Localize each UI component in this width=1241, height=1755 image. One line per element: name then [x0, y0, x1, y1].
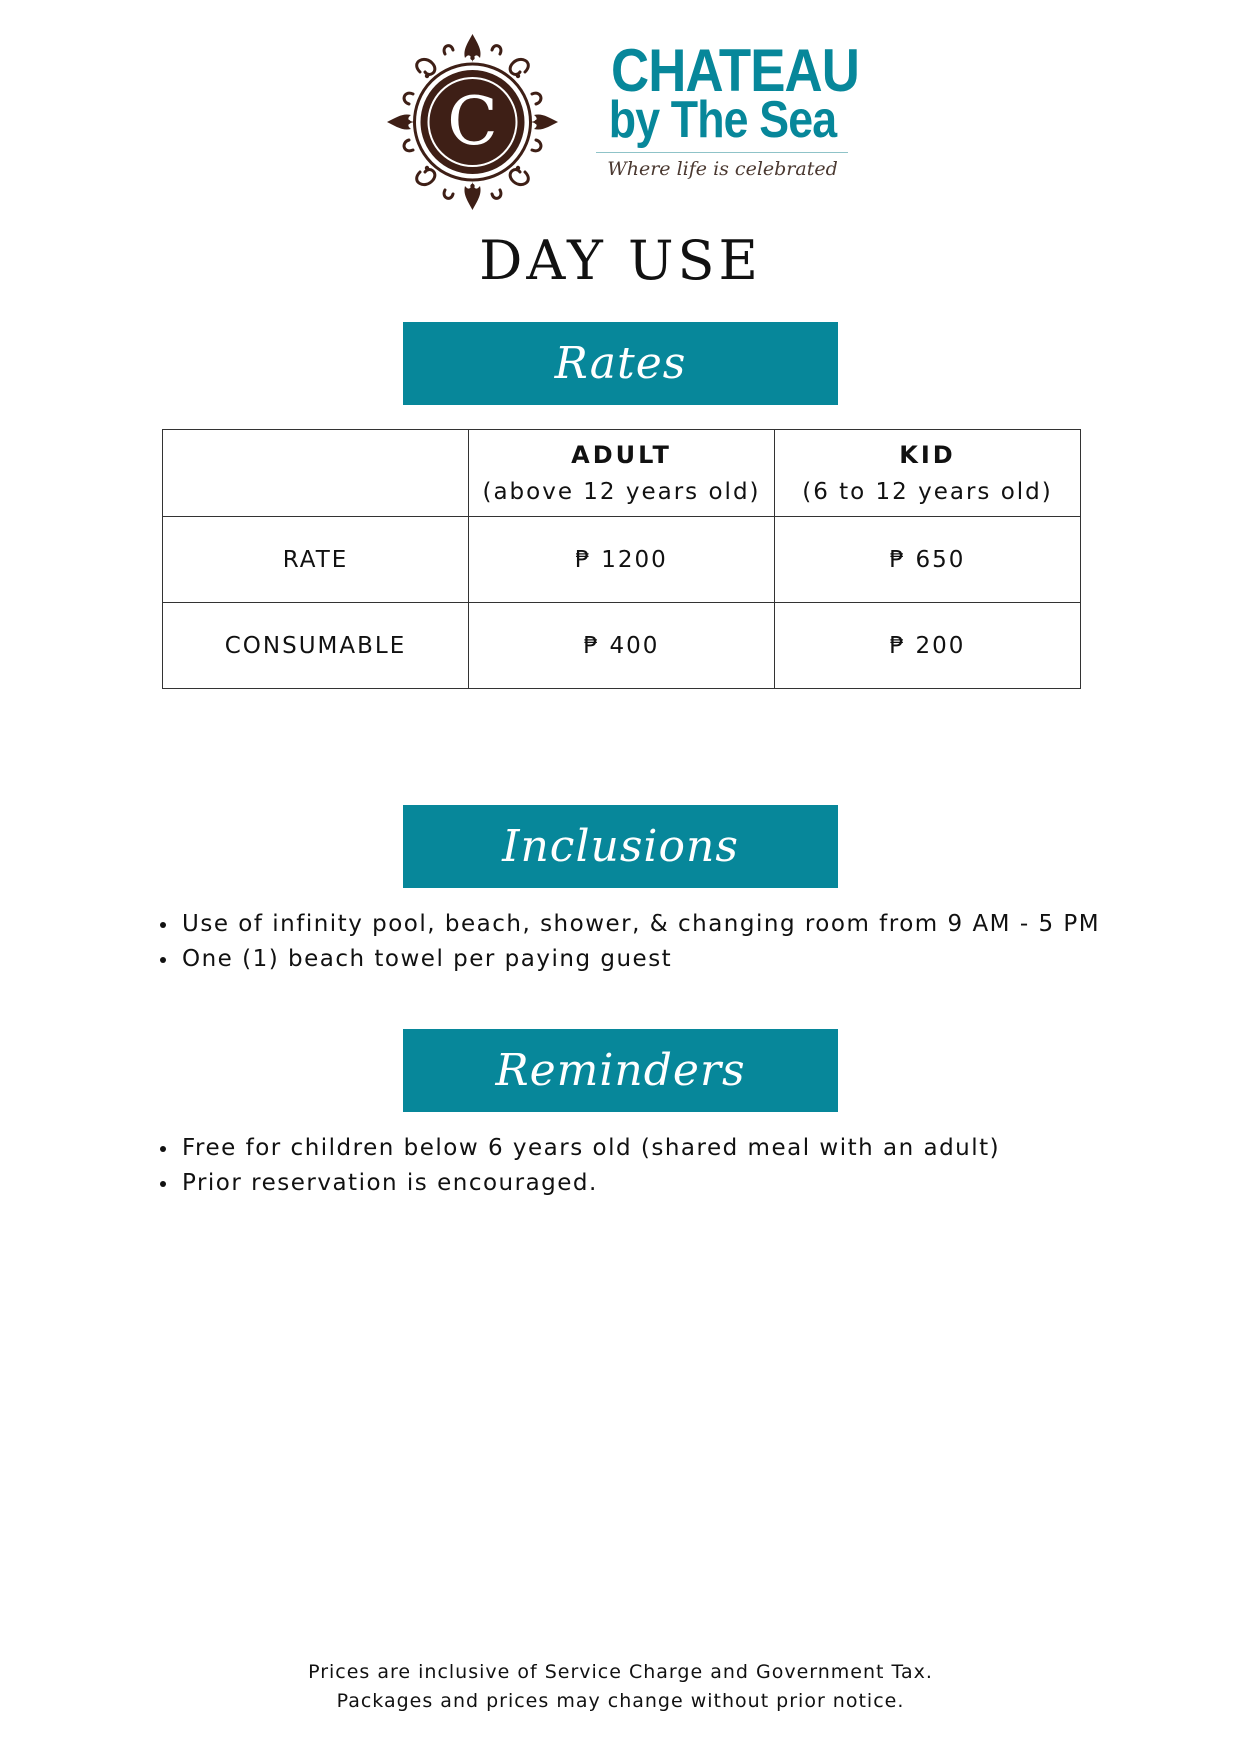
list-item: Use of infinity pool, beach, shower, & changing room from 9 AM - 5 PM: [160, 907, 1100, 942]
rate-kid-value: ₱ 650: [775, 517, 1081, 603]
table-row: [163, 517, 1081, 603]
table-row: [163, 603, 1081, 689]
footer-line-notice: Packages and prices may change without prior notice.: [336, 1690, 905, 1712]
chateau-emblem-logo: [385, 32, 560, 212]
list-item: Prior reservation is encouraged.: [160, 1166, 1000, 1201]
inclusions-banner: [403, 805, 838, 888]
reminders-heading: Reminders: [495, 1045, 746, 1096]
rates-heading: Rates: [554, 338, 687, 389]
footer-line-tax: Prices are inclusive of Service Charge and Government Tax.: [308, 1661, 933, 1683]
brand-tagline: Where life is celebrated: [607, 158, 838, 180]
table-header-row: [163, 430, 1081, 517]
inclusions-list: [160, 907, 1100, 977]
table-header-kid: [775, 430, 1081, 517]
table-header-empty: [163, 430, 469, 517]
footer-notes: [0, 1658, 1241, 1716]
adult-column-label: ADULT: [571, 441, 672, 469]
row-label-consumable: CONSUMABLE: [163, 603, 469, 689]
emblem-letter: C: [447, 83, 498, 160]
rate-adult-value: ₱ 1200: [469, 517, 775, 603]
consumable-adult-value: ₱ 400: [469, 603, 775, 689]
kid-column-age: (6 to 12 years old): [802, 479, 1053, 505]
brand-wordmark: [590, 37, 860, 213]
page-title: DAY USE: [479, 229, 762, 292]
adult-column-age: (above 12 years old): [482, 479, 761, 505]
list-item: Free for children below 6 years old (shared meal with an adult): [160, 1131, 1000, 1166]
rates-banner: [403, 322, 838, 405]
list-item: One (1) beach towel per paying guest: [160, 942, 1100, 977]
consumable-kid-value: ₱ 200: [775, 603, 1081, 689]
reminders-banner: [403, 1029, 838, 1112]
table-header-adult: [469, 430, 775, 517]
inclusions-heading: Inclusions: [502, 821, 739, 872]
brand-name-line2: by The Sea: [608, 91, 837, 149]
row-label-rate: RATE: [163, 517, 469, 603]
kid-column-label: KID: [899, 441, 956, 469]
reminders-list: [160, 1131, 1000, 1201]
brand-name-line1: CHATEAU: [611, 37, 860, 104]
rates-table: [162, 429, 1081, 689]
brand-divider: [596, 152, 848, 153]
